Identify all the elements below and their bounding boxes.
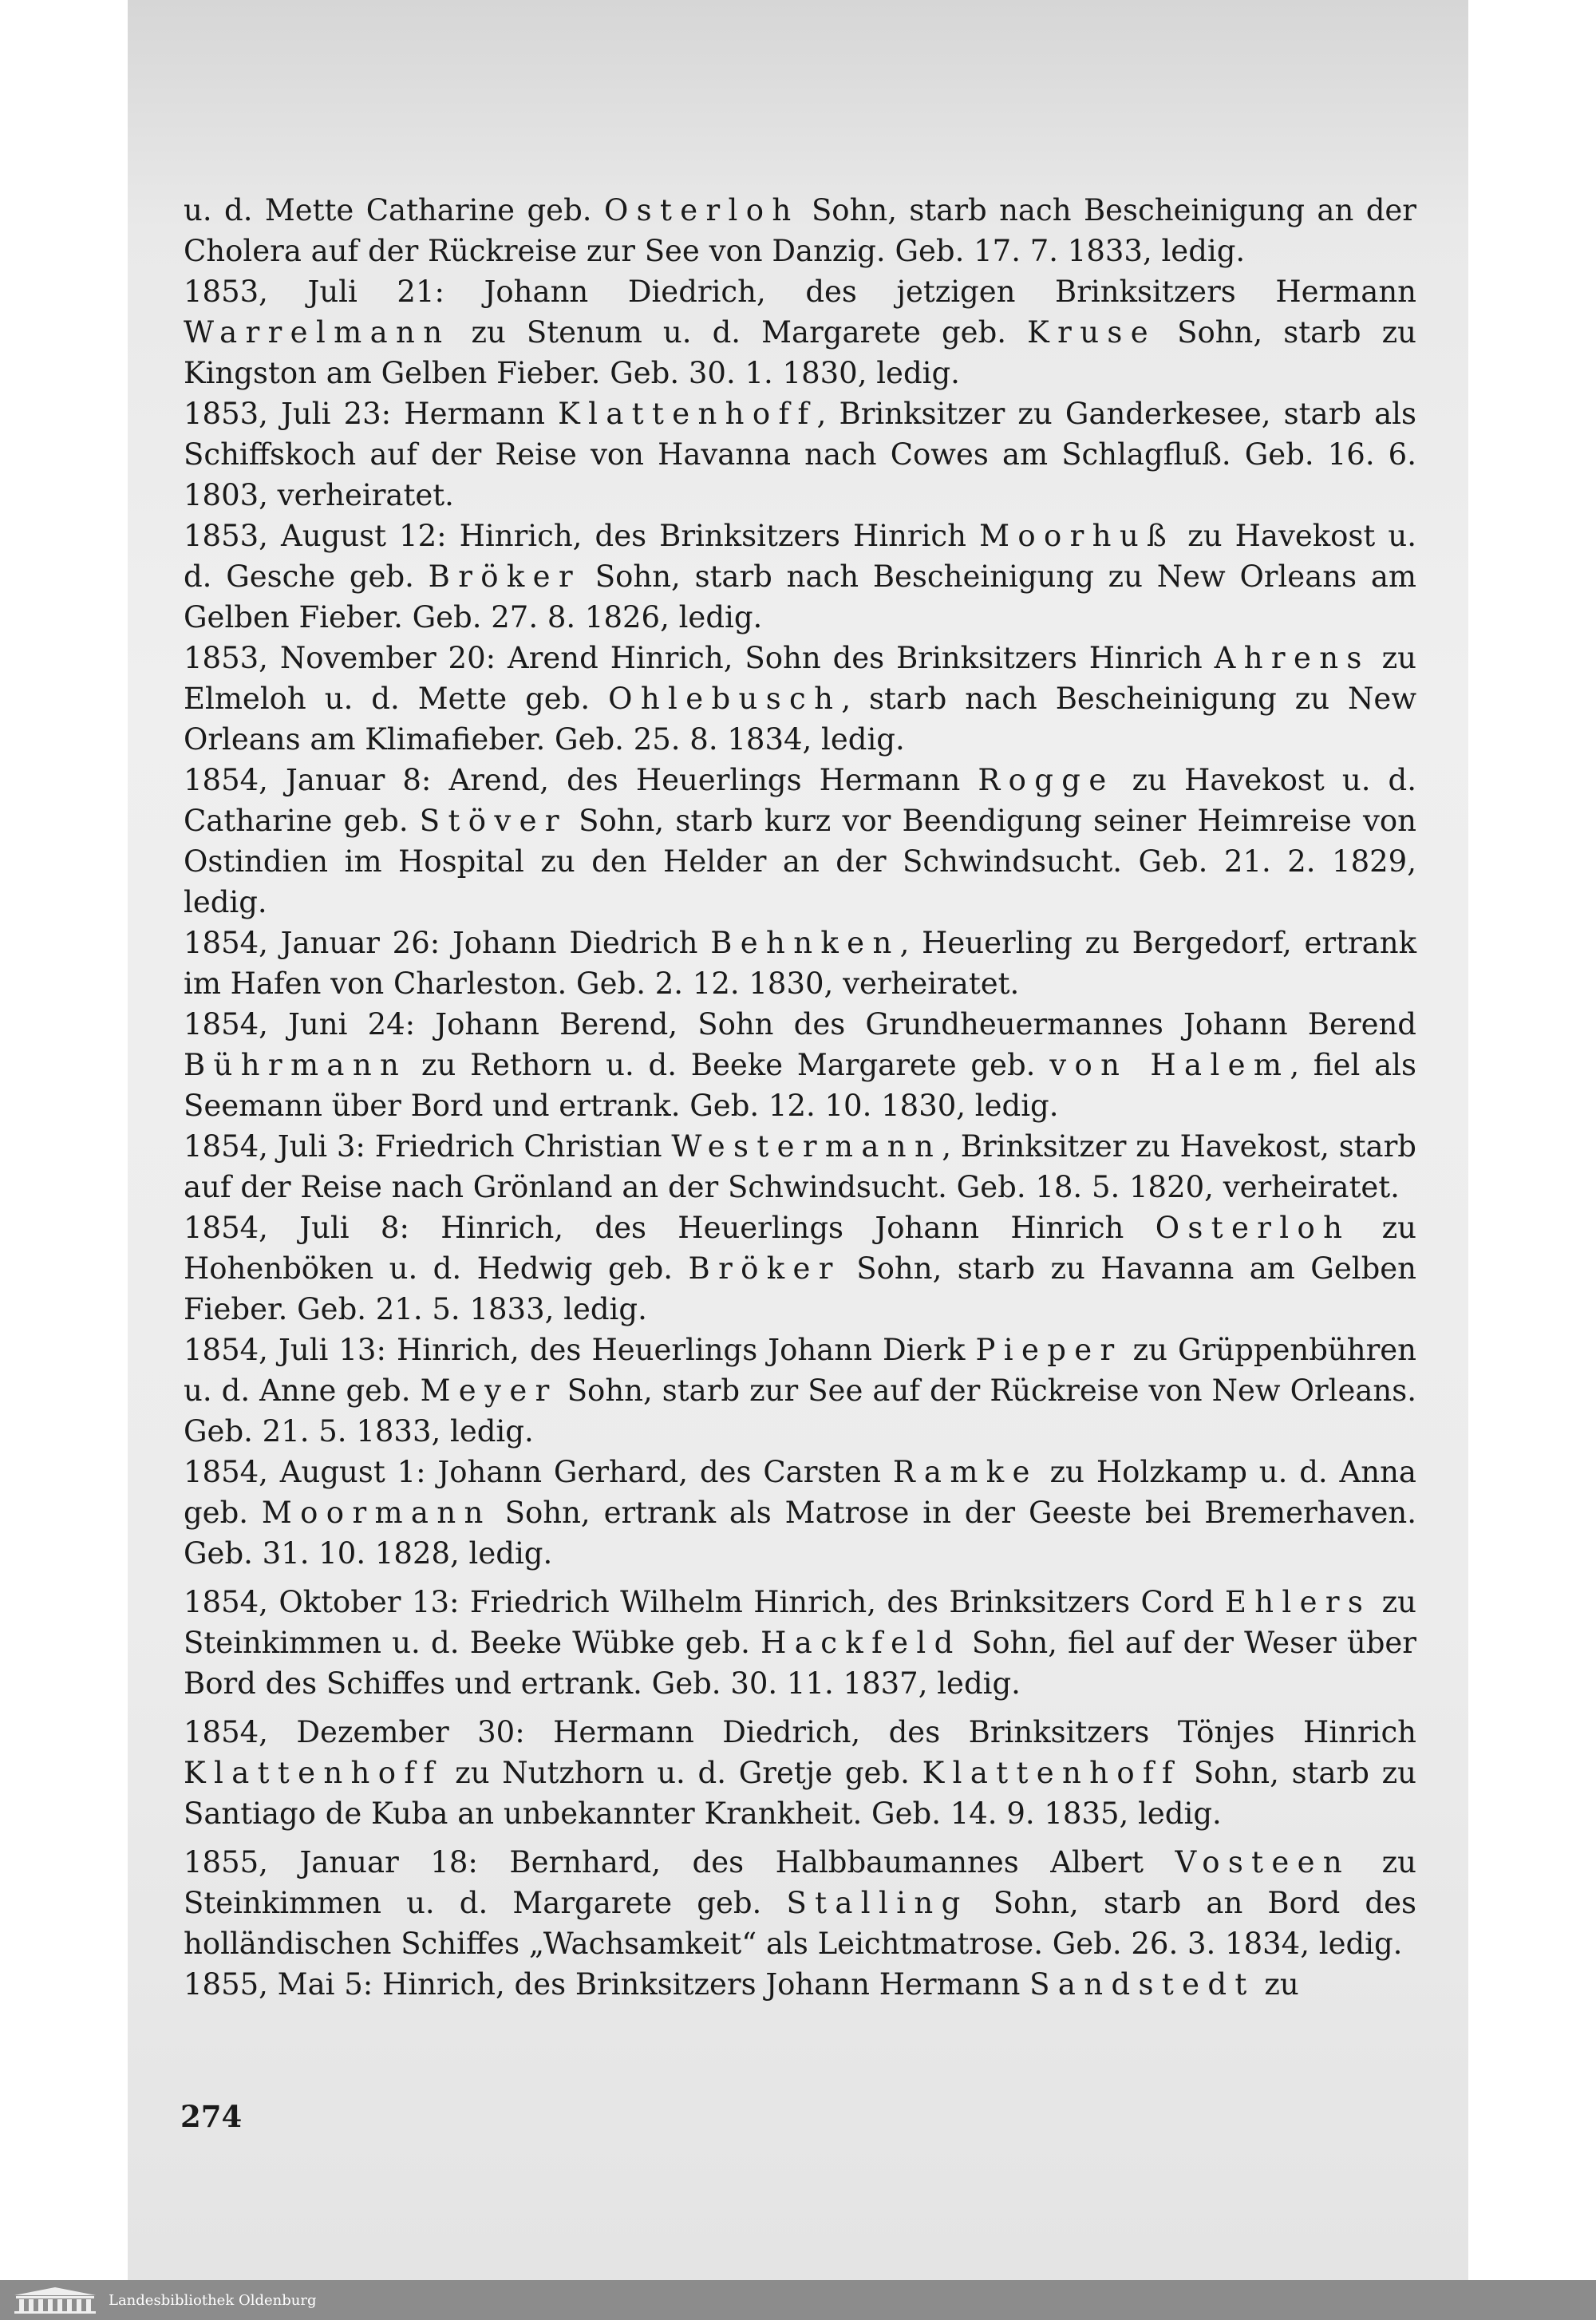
register-entry	[184, 638, 1416, 760]
right-margin	[1468, 0, 1596, 2280]
entry-text: 1854, Januar 8: Arend, des Heuerlings Hermann	[184, 763, 978, 797]
page-number: 274	[180, 2099, 243, 2134]
entry-text: zu Elmeloh u. d. Mette geb.	[184, 641, 1417, 716]
spaced-surname: Rogge	[978, 763, 1115, 797]
entry-text: zu Steinkimmen u. d. Margarete geb.	[184, 1845, 1416, 1920]
library-name: Landesbibliothek Oldenburg	[109, 2291, 317, 2309]
entry-text: zu Nutzhorn u. d. Gretje geb.	[442, 1756, 922, 1790]
entry-text: 1854, Dezember 30: Hermann Diedrich, des Brinksitzers Tönjes Hinrich	[184, 1715, 1416, 1749]
spaced-surname: Ahrens	[1214, 641, 1370, 675]
entry-text: 1854, Juli 8: Hinrich, des Heuerlings Johann Hinrich	[184, 1211, 1156, 1245]
entry-text: Sohn, starb zu Kingston am Gelben Fieber. Geb. 30. 1. 1830, ledig.	[184, 315, 1416, 390]
spaced-surname: Bührmann	[184, 1048, 408, 1082]
spaced-surname: Meyer	[420, 1373, 558, 1408]
entry-text: zu Havekost u. d. Gesche geb.	[184, 519, 1416, 594]
entry-text: , Brinksitzer zu Ganderkesee, starb als Schiffskoch auf der Reise von Havanna nach Cowes am Schlagfluß. Geb. 16. 6. 1803, verheiratet.	[184, 397, 1417, 512]
page-text	[184, 190, 1416, 2005]
register-entry	[184, 1712, 1416, 1834]
spaced-surname: Hackfeld	[760, 1626, 962, 1660]
register-entry	[184, 1842, 1416, 1964]
book-page	[128, 0, 1468, 2280]
entry-text: Sohn, fiel auf der Weser über Bord des Schiffes und ertrank. Geb. 30. 11. 1837, ledig.	[184, 1626, 1416, 1701]
entry-text: Sohn, starb zu Havanna am Gelben Fieber. Geb. 21. 5. 1833, ledig.	[184, 1251, 1416, 1326]
spaced-surname: Sandstedt	[1029, 1967, 1255, 2002]
register-entry	[184, 1582, 1416, 1704]
spaced-surname: Bröker	[428, 559, 581, 594]
entry-text: 1853, Juli 23: Hermann	[184, 397, 559, 431]
register-entry	[184, 760, 1416, 923]
spaced-surname: Klattenhoff	[184, 1756, 443, 1790]
register-entry	[184, 1126, 1416, 1207]
spaced-surname: Pieper	[975, 1333, 1123, 1367]
entry-text: Sohn, starb zur See auf der Rückreise von New Orleans. Geb. 21. 5. 1833, ledig.	[184, 1373, 1416, 1449]
entry-text: zu Havekost u. d. Catharine geb.	[184, 763, 1416, 838]
spaced-surname: Bröker	[688, 1251, 841, 1286]
register-entry	[184, 1452, 1416, 1574]
entry-text: zu Hohenböken u. d. Hedwig geb.	[184, 1211, 1416, 1286]
entry-text: Sohn, starb nach Bescheinigung zu New Orleans am Gelben Fieber. Geb. 27. 8. 1826, ledig.	[184, 559, 1416, 634]
entry-text: Sohn, starb kurz vor Beendigung seiner Heimreise von Ostindien im Hospital zu den Helder an der Schwindsucht. Geb. 21. 2. 1829, ledig.	[184, 804, 1416, 919]
register-entry	[184, 516, 1416, 638]
library-footer-bar	[0, 2280, 1596, 2320]
spaced-surname: Warrelmann	[184, 315, 451, 350]
register-entry	[184, 923, 1416, 1004]
entry-text: 1855, Mai 5: Hinrich, des Brinksitzers Johann Hermann	[184, 1967, 1030, 2002]
spaced-surname: Ohlebusch	[608, 682, 842, 716]
entry-text: 1853, August 12: Hinrich, des Brinksitzers Hinrich	[184, 519, 980, 553]
register-entry	[184, 1207, 1416, 1330]
library-building-icon	[11, 2286, 99, 2314]
entry-text: zu Steinkimmen u. d. Beeke Wübke geb.	[184, 1585, 1416, 1660]
entry-text: 1854, Januar 26: Johann Diedrich	[184, 926, 711, 960]
entry-text: zu	[1254, 1967, 1299, 2002]
spaced-surname: Klattenhoff	[558, 397, 817, 431]
entry-text: , Heuerling zu Bergedorf, ertrank im Hafen von Charleston. Geb. 2. 12. 1830, verheiratet.	[184, 926, 1416, 1001]
spaced-surname: von Halem	[1049, 1048, 1290, 1082]
entry-text: 1853, Juli 21: Johann Diedrich, des jetzigen Brinksitzers Hermann	[184, 275, 1416, 309]
entry-text: zu Grüppenbühren u. d. Anne geb.	[184, 1333, 1416, 1408]
entry-text: Sohn, starb nach Bescheinigung an der Cholera auf der Rückreise zur See von Danzig. Geb. 17. 7. 1833, ledig.	[184, 193, 1416, 268]
entry-text: 1853, November 20: Arend Hinrich, Sohn des Brinksitzers Hinrich	[184, 641, 1215, 675]
entry-text: , Brinksitzer zu Havekost, starb auf der Reise nach Grönland an der Schwindsucht. Geb. 18. 5. 1820, verheiratet.	[184, 1129, 1416, 1204]
entry-text: , fiel als Seemann über Bord und ertrank. Geb. 12. 10. 1830, ledig.	[184, 1048, 1416, 1123]
spaced-surname: Osterloh	[603, 193, 800, 227]
entry-text: , starb nach Bescheinigung zu New Orleans am Klimafieber. Geb. 25. 8. 1834, ledig.	[184, 682, 1416, 757]
register-entry	[184, 1330, 1416, 1452]
entry-text: 1854, Oktober 13: Friedrich Wilhelm Hinrich, des Brinksitzers Cord	[184, 1585, 1225, 1619]
spaced-surname: Osterloh	[1155, 1211, 1351, 1245]
entry-text: 1854, Juni 24: Johann Berend, Sohn des Grundheuermannes Johann Berend	[184, 1007, 1416, 1041]
entry-text: zu Stenum u. d. Margarete geb.	[450, 315, 1028, 350]
spaced-surname: Klattenhoff	[922, 1756, 1182, 1790]
spaced-surname: Ehlers	[1224, 1585, 1372, 1619]
entry-text: Sohn, starb zu Santiago de Kuba an unbekannter Krankheit. Geb. 14. 9. 1835, ledig.	[184, 1756, 1416, 1831]
register-entry	[184, 393, 1416, 516]
spaced-surname: Stalling	[786, 1886, 969, 1920]
spaced-surname: Westermann	[671, 1129, 942, 1164]
spaced-surname: Stöver	[419, 804, 567, 838]
spaced-surname: Ramke	[892, 1455, 1038, 1489]
register-entry	[184, 271, 1416, 393]
entry-text: u. d. Mette Catharine geb.	[184, 193, 604, 227]
entry-text: Sohn, ertrank als Matrose in der Geeste bei Bremerhaven. Geb. 31. 10. 1828, ledig.	[184, 1496, 1416, 1571]
register-entry	[184, 190, 1416, 271]
register-entry	[184, 1004, 1416, 1126]
entry-text: 1854, August 1: Johann Gerhard, des Carsten	[184, 1455, 893, 1489]
entry-text: zu Rethorn u. d. Beeke Margarete geb.	[407, 1048, 1050, 1082]
entry-text: Sohn, starb an Bord des holländischen Schiffes „Wachsamkeit“ als Leichtmatrose. Geb. 26. 3. 1834, ledig.	[184, 1886, 1416, 1961]
entry-text: 1854, Juli 3: Friedrich Christian	[184, 1129, 672, 1164]
spaced-surname: Kruse	[1027, 315, 1156, 350]
spaced-surname: Behnken	[710, 926, 900, 960]
entry-text: 1855, Januar 18: Bernhard, des Halbbaumannes Albert	[184, 1845, 1175, 1879]
spaced-surname: Vosteen	[1175, 1845, 1351, 1879]
register-entry	[184, 1964, 1416, 2005]
entry-text: 1854, Juli 13: Hinrich, des Heuerlings Johann Dierk	[184, 1333, 976, 1367]
left-margin	[0, 0, 128, 2280]
entry-text: zu Holzkamp u. d. Anna geb.	[184, 1455, 1416, 1530]
spaced-surname: Moorhuß	[979, 519, 1175, 553]
spaced-surname: Moormann	[261, 1496, 492, 1530]
